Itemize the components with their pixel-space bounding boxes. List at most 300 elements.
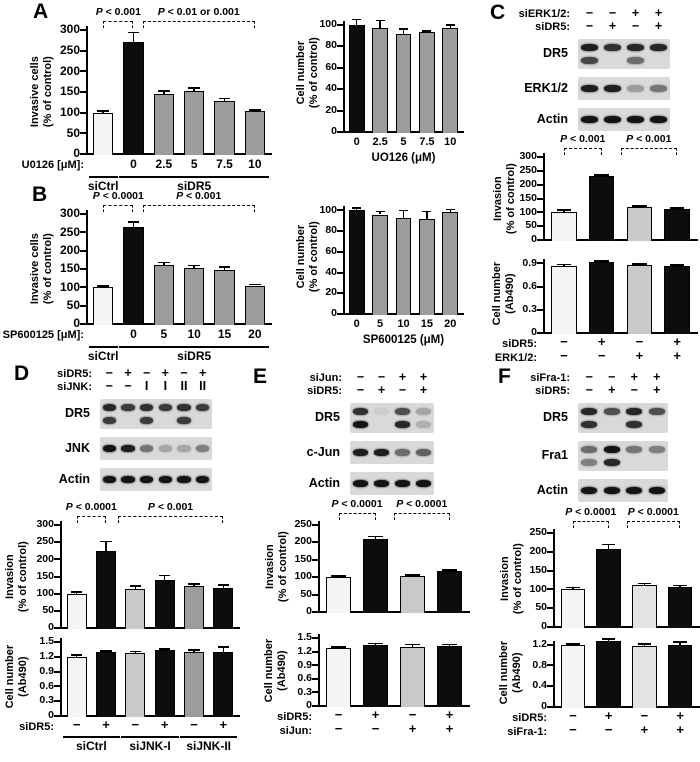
protein-band [626, 487, 642, 494]
error-bar-cap [376, 20, 385, 22]
y-tick [312, 664, 319, 666]
error-bar-cap [158, 90, 170, 92]
bar [93, 113, 114, 155]
protein-band [416, 421, 431, 428]
blot-image [578, 39, 670, 69]
bar [632, 646, 656, 708]
bar [245, 111, 266, 155]
condition-value: + [653, 383, 661, 397]
significance-label: P < 0.0001 [331, 498, 383, 510]
condition-value: + [124, 366, 132, 380]
y-tick [537, 286, 544, 288]
y-tick-label: 200 [59, 243, 80, 258]
error-bar [133, 32, 135, 41]
protein-band [395, 408, 410, 415]
blot-label: DR5 [64, 406, 90, 420]
y-tick [547, 570, 554, 572]
y-tick [80, 70, 87, 72]
y-tick [54, 715, 61, 717]
significance-bracket [621, 148, 678, 155]
y-tick-label: 0.6 [39, 679, 54, 692]
condition-value: − [356, 370, 365, 384]
protein-band [627, 44, 643, 51]
condition-value: + [445, 721, 454, 736]
y-tick [547, 664, 554, 666]
protein-band [649, 487, 665, 494]
error-bar [403, 29, 405, 34]
group-underline [89, 176, 118, 178]
error-bar-cap [352, 207, 361, 209]
bar [561, 645, 585, 708]
bar [67, 657, 87, 717]
significance-label: P < 0.0001 [396, 498, 448, 510]
significance-bracket [77, 516, 106, 523]
condition-value: − [377, 370, 386, 384]
significance-bracket [339, 513, 376, 520]
protein-band [159, 404, 172, 411]
protein-band [604, 487, 620, 494]
significance-label: P < 0.001 [147, 501, 194, 513]
y-tick [337, 292, 344, 294]
condition-value: I [144, 379, 149, 393]
protein-band [581, 44, 597, 51]
significance-bracket [103, 205, 133, 212]
y-tick-label: 0 [331, 307, 337, 320]
x-tick-label: 0 [130, 157, 137, 171]
error-bar-cap [331, 646, 345, 648]
y-axis [60, 521, 62, 628]
condition-row-label: siDR5: [19, 721, 54, 733]
protein-band [581, 85, 597, 92]
y-axis-label [262, 636, 290, 706]
group-label: siJNK-II [186, 739, 231, 753]
panel-d-invasion-chart [0, 501, 240, 634]
condition-value: II [199, 379, 207, 393]
panel-f-cell-number-chart [465, 630, 700, 737]
x-tick-label: 20 [444, 318, 457, 330]
panel-a-cell-number-chart [296, 2, 464, 168]
error-bar-cap [594, 174, 608, 176]
protein-band [140, 417, 153, 424]
condition-value: − [569, 722, 577, 737]
y-axis [60, 638, 62, 716]
condition-value: + [635, 348, 644, 363]
y-tick-label: 200 [529, 545, 547, 558]
condition-row-label: siDR5: [277, 711, 312, 723]
error-bar-cap [602, 638, 616, 640]
error-bar-cap [130, 651, 141, 653]
condition-value: I [163, 379, 168, 393]
y-tick-label: 250 [59, 224, 80, 239]
y-tick [80, 213, 87, 215]
y-axis-label-text: Invasive cells (% of control) [28, 56, 54, 128]
bar [184, 652, 204, 717]
y-tick-label: 0.9 [297, 658, 312, 671]
y-axis-label [24, 30, 58, 154]
x-tick-label: 10 [444, 136, 457, 148]
y-tick-label: 150 [529, 563, 547, 576]
protein-band [159, 445, 172, 452]
blot-image [578, 479, 668, 502]
error-bar-cap [670, 264, 684, 266]
y-tick-label: 100 [319, 17, 337, 30]
y-tick-label: 0 [48, 621, 54, 634]
y-axis-label-text: Cell number (Ab490) [263, 639, 289, 703]
y-tick [54, 700, 61, 702]
blot-label: Actin [536, 111, 568, 126]
error-bar-cap [368, 643, 382, 645]
condition-value: − [585, 6, 594, 20]
panel-b-invasive-cells-chart [2, 183, 272, 366]
significance-bracket [143, 21, 255, 28]
bar [363, 539, 388, 613]
error-bar-cap [670, 207, 684, 209]
y-tick [537, 332, 544, 334]
bar [96, 652, 116, 717]
error-bar-cap [97, 110, 109, 112]
condition-row-label: siJun: [279, 725, 312, 737]
y-tick-label: 250 [519, 164, 537, 177]
condition-value: − [597, 348, 606, 363]
y-axis [343, 21, 345, 132]
condition-row-label: siFra-1: [507, 726, 547, 738]
y-tick-label: 0.4 [532, 679, 547, 692]
y-tick [537, 239, 544, 241]
y-tick [312, 594, 319, 596]
condition-value: − [608, 6, 617, 20]
condition-value: − [630, 383, 638, 397]
blot-label: DR5 [542, 46, 568, 60]
y-tick [80, 268, 87, 270]
error-bar-cap [632, 205, 646, 207]
y-tick [312, 541, 319, 543]
condition-value: + [676, 708, 684, 723]
y-tick [337, 313, 344, 315]
y-axis-label [24, 214, 58, 324]
group-underline [63, 736, 120, 738]
condition-value: + [608, 383, 616, 397]
error-bar-cap [399, 210, 408, 212]
protein-band [626, 446, 642, 453]
error-bar [403, 210, 405, 217]
y-tick [80, 29, 87, 31]
blot-image [100, 399, 212, 429]
condition-row-label: siJNK: [57, 381, 92, 393]
error-bar-cap [249, 109, 261, 111]
y-tick [312, 576, 319, 578]
y-tick-label: 1.2 [532, 637, 547, 650]
x-tick-label: 5 [160, 327, 168, 341]
y-tick [80, 132, 87, 134]
condition-value: − [356, 383, 365, 397]
panel-c-label: C [490, 1, 506, 24]
group-label: siCtrl [75, 739, 107, 753]
condition-value: + [199, 366, 207, 380]
condition-value: − [640, 708, 649, 723]
condition-value: + [419, 370, 428, 384]
bar [349, 25, 365, 133]
bar [245, 286, 266, 326]
error-bar-cap [405, 574, 419, 576]
error-bar [105, 541, 107, 550]
blot-label: JNK [64, 440, 90, 455]
y-axis-label [0, 638, 34, 716]
significance-bracket [118, 516, 224, 523]
blot-image [350, 403, 434, 433]
bar [326, 648, 351, 707]
error-bar-cap [368, 536, 382, 538]
y-tick-label: 150 [294, 552, 312, 565]
panel-e-label: E [253, 365, 268, 388]
condition-value: II [180, 379, 188, 393]
protein-band [196, 404, 209, 411]
group-underline [119, 176, 269, 178]
condition-value: − [569, 708, 577, 723]
y-tick [547, 551, 554, 553]
condition-value: − [585, 383, 593, 397]
y-axis [86, 26, 88, 154]
y-tick-label: 1.5 [297, 631, 312, 644]
condition-value: − [408, 707, 417, 722]
significance-label: P < 0.01 or 0.001 [157, 6, 240, 18]
condition-value: − [585, 19, 594, 33]
protein-band [649, 408, 665, 415]
bar [396, 218, 412, 315]
condition-value: + [102, 717, 110, 732]
bar [668, 587, 692, 628]
group-label: siCtrl [87, 179, 119, 193]
y-tick-label: 40 [325, 82, 337, 95]
bar [419, 32, 435, 133]
y-tick [337, 24, 344, 26]
y-tick [80, 286, 87, 288]
error-bar [379, 20, 381, 28]
bar [372, 28, 388, 133]
protein-band [140, 404, 153, 411]
condition-value: − [604, 722, 613, 737]
y-tick [537, 225, 544, 227]
blot-image [350, 472, 434, 495]
significance-label: P < 0.001 [176, 190, 222, 202]
protein-band [374, 449, 389, 456]
significance-label: P < 0.0001 [65, 501, 117, 513]
y-tick [312, 611, 319, 613]
y-tick [312, 637, 319, 639]
y-tick [80, 91, 87, 93]
bar [349, 210, 365, 315]
protein-band [353, 421, 368, 428]
y-tick [54, 671, 61, 673]
condition-value: + [377, 383, 386, 397]
protein-band [103, 404, 116, 411]
blot-image [578, 108, 670, 131]
condition-value: + [161, 366, 169, 380]
bar [596, 549, 620, 628]
x-tick-label: 10 [248, 157, 262, 171]
y-tick-label: 0.3 [297, 685, 312, 698]
protein-band [650, 44, 666, 51]
y-tick [80, 112, 87, 114]
error-bar-cap [188, 583, 199, 585]
y-tick-label: 50 [66, 298, 80, 313]
y-tick [80, 50, 87, 52]
panel-b-cell-number-chart [296, 188, 464, 350]
error-bar-cap [446, 24, 455, 26]
condition-value: + [604, 708, 613, 723]
x-tick-label: 0 [130, 327, 137, 341]
condition-value: + [445, 707, 454, 722]
condition-value: + [219, 717, 228, 732]
y-axis [318, 634, 320, 706]
y-axis-label-text: Invasion (% of control) [498, 543, 524, 614]
error-bar-cap [159, 648, 170, 650]
bar [184, 268, 205, 325]
bar [400, 576, 425, 613]
protein-band [177, 476, 190, 483]
protein-band [416, 408, 431, 415]
y-tick-label: 80 [325, 224, 337, 237]
x-tick-label: 5 [190, 157, 198, 171]
condition-value: + [608, 19, 617, 33]
panel-d-western-blots [0, 368, 240, 500]
error-bar-cap [100, 650, 111, 652]
y-tick [537, 198, 544, 200]
error-bar-cap [442, 644, 456, 646]
y-tick-label: 0 [331, 125, 337, 138]
condition-value: − [72, 717, 81, 732]
panel-d-label: D [14, 362, 30, 385]
blot-label: Fra1 [541, 448, 568, 462]
error-bar-cap [673, 641, 687, 643]
y-tick [80, 250, 87, 252]
y-tick-label: 150 [36, 569, 54, 582]
bar [363, 645, 388, 707]
panel-d-cell-number-chart [0, 630, 240, 756]
significance-bracket [627, 521, 681, 528]
condition-row-label: siJun: [309, 372, 342, 384]
y-axis-label-text: Invasion (% of control) [263, 531, 289, 603]
error-bar-cap [422, 211, 431, 213]
protein-band [581, 408, 597, 415]
y-tick [80, 231, 87, 233]
protein-band [650, 85, 666, 92]
significance-label: P < 0.0001 [565, 506, 617, 518]
condition-value: − [334, 707, 343, 722]
blot-image [578, 441, 668, 471]
error-bar-cap [352, 19, 361, 21]
y-tick-label: 0.6 [297, 672, 312, 685]
y-tick-label: 250 [59, 43, 80, 58]
group-label: siCtrl [87, 349, 119, 363]
blot-image [578, 403, 668, 433]
protein-band [627, 116, 643, 123]
significance-label: P < 0.001 [560, 133, 606, 145]
error-bar-cap [405, 644, 419, 646]
y-tick [537, 211, 544, 213]
blot-label: Actin [536, 482, 568, 497]
significance-label: P < 0.0001 [92, 190, 144, 202]
protein-band [196, 476, 209, 483]
condition-value: + [371, 707, 380, 722]
y-tick [80, 323, 87, 325]
y-tick [337, 110, 344, 112]
y-tick-label: 60 [325, 60, 337, 73]
significance-bracket [103, 21, 133, 28]
bar [125, 653, 145, 717]
protein-band [581, 487, 597, 494]
protein-band [650, 116, 666, 123]
protein-band [121, 404, 134, 411]
bar [184, 91, 205, 155]
y-tick [547, 626, 554, 628]
error-bar-cap [218, 646, 229, 648]
y-axis-label-text: Cell number (% of control) [294, 221, 320, 293]
y-tick [547, 588, 554, 590]
bar [155, 580, 175, 629]
y-axis-label [0, 525, 32, 628]
blot-label: DR5 [542, 410, 568, 424]
bar [419, 219, 435, 315]
bar [125, 589, 145, 629]
panel-e-western-blots [237, 372, 470, 502]
y-tick-label: 20 [325, 103, 337, 116]
condition-value: + [653, 370, 661, 384]
y-tick-label: 50 [535, 601, 547, 614]
panel-f-label: F [498, 365, 511, 388]
y-tick-label: 0.9 [522, 256, 537, 269]
bar [589, 176, 615, 241]
bar [213, 588, 233, 629]
y-tick-label: 0.3 [39, 694, 54, 707]
protein-band [374, 480, 389, 487]
y-tick-label: 0 [73, 316, 80, 331]
condition-value: + [676, 722, 684, 737]
y-tick-label: 100 [59, 105, 80, 120]
x-tick-label: 5 [377, 318, 384, 330]
bar [627, 207, 653, 241]
error-bar-cap [557, 264, 571, 266]
y-tick-label: 0.6 [522, 279, 537, 292]
x-tick-label: 2.5 [155, 157, 173, 171]
panel-f-invasion-chart [465, 506, 700, 633]
protein-band [140, 445, 153, 452]
error-bar-cap [71, 591, 82, 593]
condition-value: + [398, 370, 407, 384]
protein-band [581, 57, 597, 64]
y-tick-label: 50 [300, 587, 312, 600]
y-axis-label [491, 157, 517, 240]
error-bar-cap [97, 285, 109, 287]
panel-f-western-blots [465, 372, 700, 502]
protein-band [196, 445, 209, 452]
x-tick-label: 10 [187, 327, 201, 341]
y-tick [337, 67, 344, 69]
panel-e-cell-number-chart [237, 628, 470, 736]
error-bar-cap [100, 541, 111, 543]
condition-value: + [673, 334, 681, 349]
y-tick-label: 150 [59, 261, 80, 276]
y-tick [54, 685, 61, 687]
error-bar-cap [638, 583, 652, 585]
y-tick [337, 209, 344, 211]
condition-row-label: siDR5: [512, 712, 547, 724]
y-tick-label: 80 [325, 39, 337, 52]
bar [589, 262, 615, 334]
x-tick-label: 5 [400, 136, 407, 148]
y-tick [337, 251, 344, 253]
condition-value: − [334, 721, 343, 736]
error-bar-cap [128, 221, 140, 223]
